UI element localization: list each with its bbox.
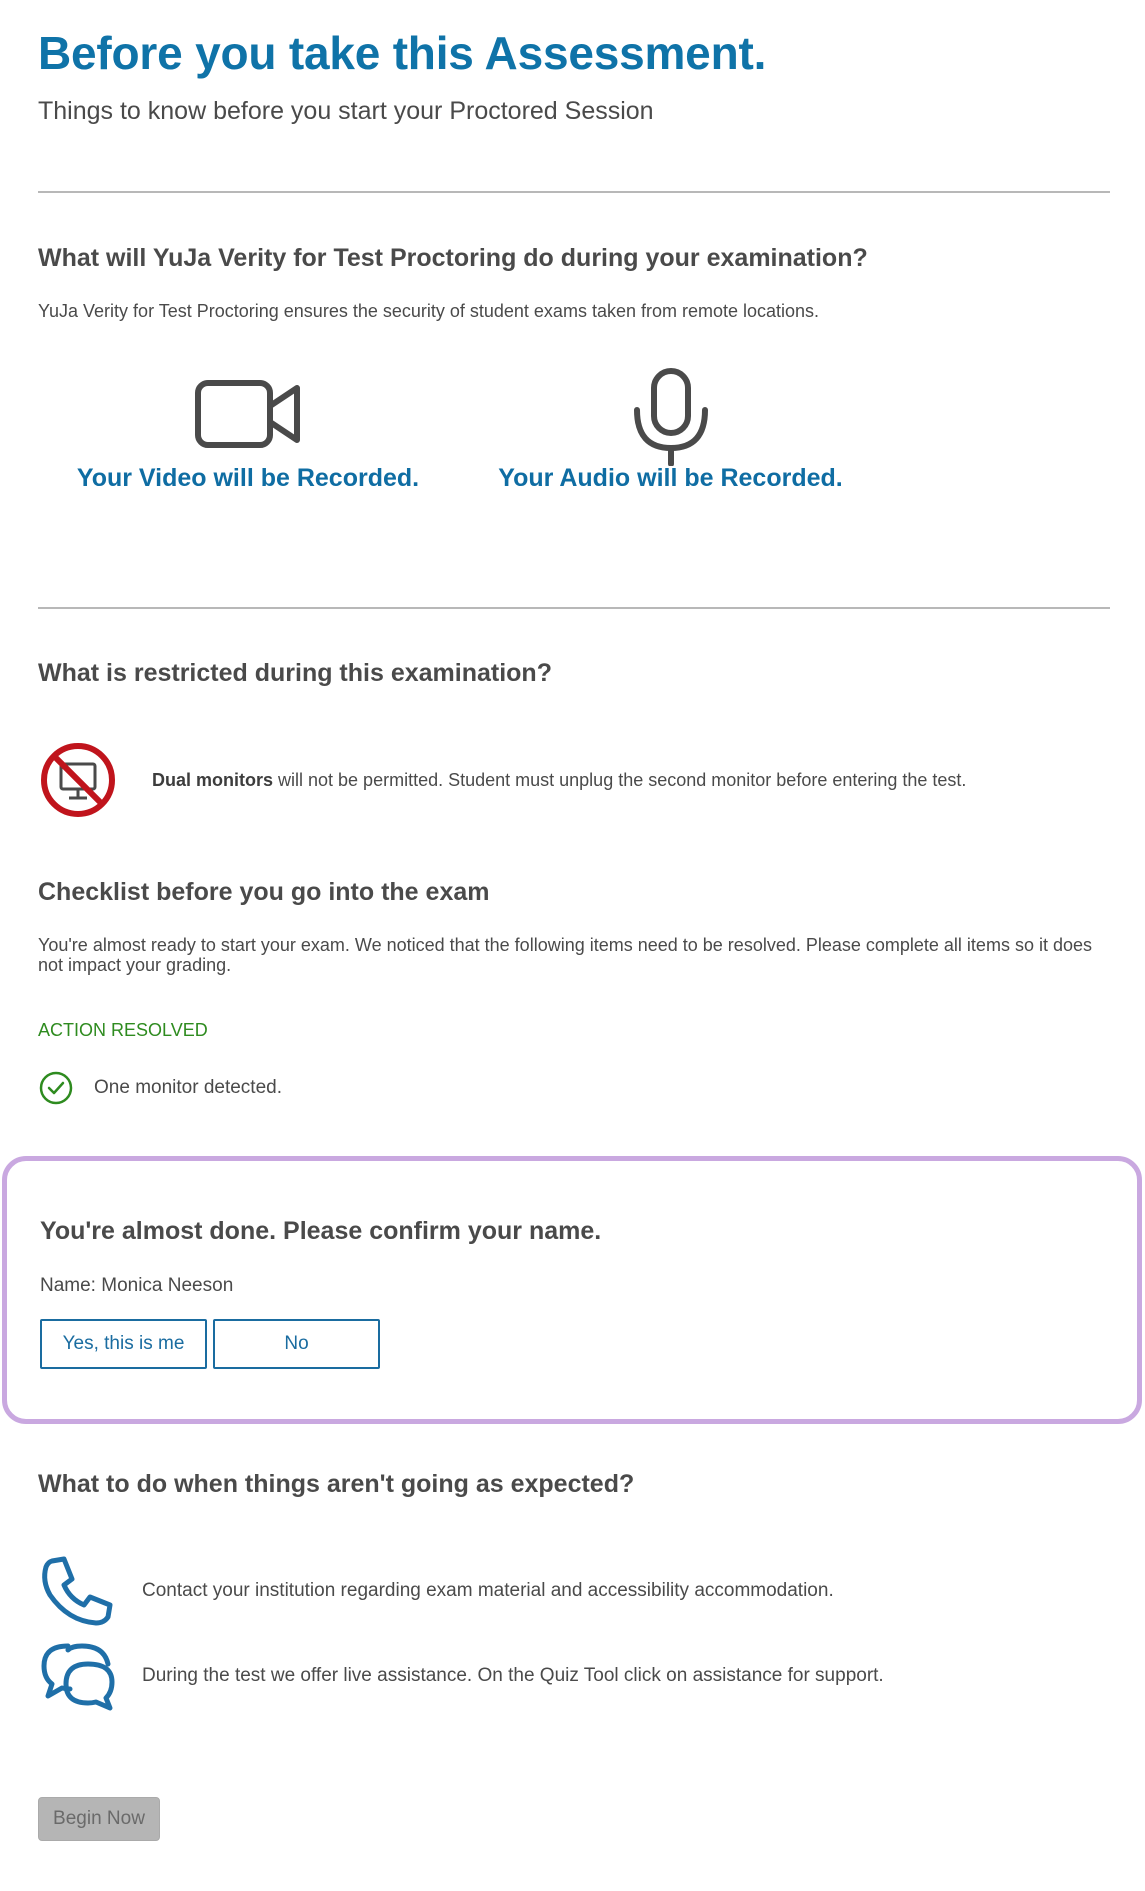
restriction-bold: Dual monitors <box>152 769 274 790</box>
divider <box>38 607 1110 609</box>
confirm-no-button[interactable]: No <box>213 1319 380 1369</box>
checklist-item <box>38 1070 282 1106</box>
confirm-yes-button[interactable]: Yes, this is me <box>40 1319 207 1369</box>
checklist-item-text: One monitor detected. <box>94 1077 282 1098</box>
feature-video-label: Your Video will be Recorded. <box>76 464 420 492</box>
begin-now-button[interactable]: Begin Now <box>38 1797 160 1841</box>
confirm-heading: You're almost done. Please confirm your name. <box>40 1217 602 1245</box>
restriction-item <box>38 740 1110 820</box>
section-description-checklist: You're almost ready to start your exam. We noticed that the following items need to be resolved. Please complete all items so it does not impact your grading. <box>38 935 1092 975</box>
section-description-what: YuJa Verity for Test Proctoring ensures the security of student exams taken from remote locations. <box>38 301 820 321</box>
section-heading-restricted: What is restricted during this examination? <box>38 659 552 687</box>
feature-audio-label: Your Audio will be Recorded. <box>498 464 843 492</box>
confirm-name: Name: Monica Neeson <box>40 1275 234 1296</box>
feature-video <box>58 368 438 493</box>
section-heading-checklist: Checklist before you go into the exam <box>38 878 490 906</box>
section-heading-what: What will YuJa Verity for Test Proctoring do during your examination? <box>38 244 868 272</box>
page-subtitle: Things to know before you start your Proctored Session <box>38 97 654 125</box>
help-item-assistance <box>38 1640 884 1712</box>
feature-audio <box>478 368 863 493</box>
restriction-detail: will not be permitted. Student must unplug the second monitor before entering the test. <box>273 769 967 790</box>
divider <box>38 191 1110 193</box>
microphone-icon <box>631 368 711 466</box>
no-monitor-icon <box>38 740 118 820</box>
restriction-text <box>152 770 966 791</box>
chat-bubbles-icon <box>38 1640 116 1712</box>
help-item-assistance-text: During the test we offer live assistance. On the Quiz Tool click on assistance for support. <box>142 1665 884 1686</box>
help-item-contact-text: Contact your institution regarding exam material and accessibility accommodation. <box>142 1580 834 1601</box>
check-circle-icon <box>38 1070 74 1106</box>
video-camera-icon <box>193 368 303 450</box>
confirm-name-panel <box>2 1156 1142 1424</box>
phone-icon <box>38 1555 116 1627</box>
help-item-contact <box>38 1555 834 1627</box>
status-label: ACTION RESOLVED <box>38 1020 208 1040</box>
section-heading-help: What to do when things aren't going as expected? <box>38 1470 635 1498</box>
page-title: Before you take this Assessment. <box>38 27 767 79</box>
